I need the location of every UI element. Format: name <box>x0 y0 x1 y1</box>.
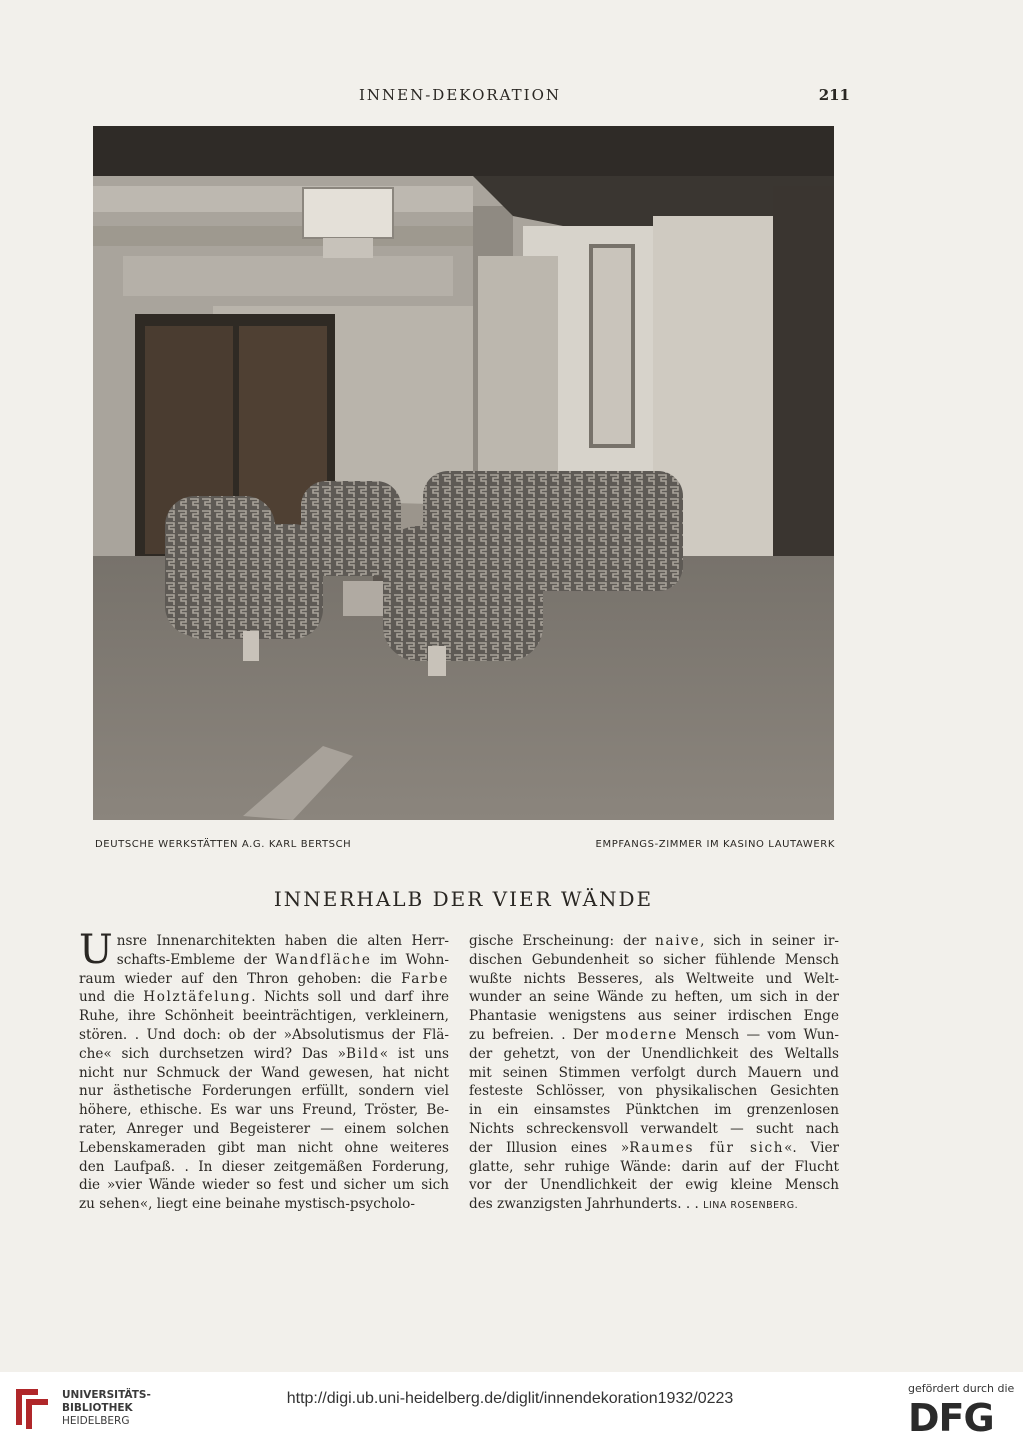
text-line: in ein einsamstes Pünktchen im grenzenlosen <box>469 1102 839 1119</box>
digitization-footer <box>0 1372 1023 1445</box>
interior-photograph <box>93 126 834 820</box>
photo-caption-left: DEUTSCHE WERKSTÄTTEN A.G. KARL BERTSCH <box>95 839 352 850</box>
text-line: der gehetzt, von der Unendlichkeit des Weltalls <box>469 1045 839 1062</box>
text-line: zu sehen«, liegt eine beinahe mystisch-psycholo- <box>79 1196 415 1213</box>
text-line: gische Erscheinung: der naive, sich in seiner ir- <box>469 933 839 949</box>
dfg-logo: DFG <box>908 1396 994 1440</box>
text-line: Ruhe, ihre Schönheit beeinträchtigen, verkleinern, <box>79 1008 449 1025</box>
text-line: nicht nur Schmuck der Wand gewesen, hat nicht <box>79 1064 449 1081</box>
text-line: Phantasie wenigstens aus seiner irdischen Enge <box>469 1008 839 1025</box>
text-line: nsre Innenarchitekten haben die alten Herr- <box>116 933 449 949</box>
text-line: höhere, ethische. Es war uns Freund, Tröster, Be- <box>79 1102 449 1119</box>
text-line: stören. . Und doch: ob der »Absolutismus der Flä- <box>79 1026 449 1043</box>
text-line: schafts-Embleme der Wandfläche im Wohn- <box>116 951 449 968</box>
library-name: UNIVERSITÄTS- BIBLIOTHEK HEIDELBERG <box>62 1389 151 1427</box>
text-line: wunder an seine Wände zu heften, um sich in der <box>469 989 839 1006</box>
text-line: der Illusion eines »Raumes für sich«. Vier <box>469 1139 839 1156</box>
text-line: che« sich durchsetzen wird? Das »Bild« ist uns <box>79 1045 449 1062</box>
text-line: raum wieder auf den Thron gehoben: die Farbe <box>79 970 449 987</box>
library-logo-icon <box>12 1385 56 1431</box>
running-header: INNEN-DEKORATION <box>358 86 562 104</box>
text-line: Lebenskameraden gibt man nicht ohne weiteres <box>79 1139 449 1156</box>
article-column-right <box>469 932 839 1216</box>
text-line: rater, Anreger und Begeisterer — einem solchen <box>79 1120 449 1137</box>
drop-cap: U <box>79 927 113 973</box>
text-line: dischen Gebundenheit so sicher fühlende Mensch <box>469 951 839 968</box>
text-line: den Laufpaß. . In dieser zeitgemäßen Forderung, <box>79 1158 449 1175</box>
text-line: des zwanzigsten Jahrhunderts. . . LINA ROSENBERG. <box>469 1196 799 1213</box>
text-line: vor der Unendlichkeit der ewig kleine Mensch <box>469 1177 839 1194</box>
page-number: 211 <box>818 86 850 104</box>
text-line: glatte, sehr ruhige Wände: darin auf der Flucht <box>469 1158 839 1175</box>
text-line: nur ästhetische Forderungen erfüllt, sondern viel <box>79 1083 449 1100</box>
text-line: mit seinen Stimmen verfolgt durch Mauern und <box>469 1064 839 1081</box>
text-line: wußte nichts Besseres, als Weltweite und Welt- <box>469 970 839 987</box>
source-url-link[interactable]: http://digi.ub.uni-heidelberg.de/diglit/innendekoration1932/0223 <box>286 1390 734 1407</box>
text-line: die »vier Wände wieder so fest und sicher um sich <box>79 1177 449 1194</box>
text-line: festeste Schlösser, von physikalischen Gesichten <box>469 1083 839 1100</box>
photo-caption-right: EMPFANGS-ZIMMER IM KASINO LAUTAWERK <box>595 839 835 850</box>
author-signature: LINA ROSENBERG. <box>703 1200 799 1212</box>
text-line: und die Holztäfelung. Nichts soll und darf ihre <box>79 989 450 1006</box>
text-line: zu befreien. . Der moderne Mensch — vom Wun- <box>469 1026 839 1043</box>
text-line: Nichts schreckensvoll verwandelt — sucht nach <box>469 1120 839 1137</box>
funding-caption: gefördert durch die <box>908 1382 1015 1395</box>
article-title: INNERHALB DER VIER WÄNDE <box>273 887 654 911</box>
article-column-left <box>79 927 450 1214</box>
